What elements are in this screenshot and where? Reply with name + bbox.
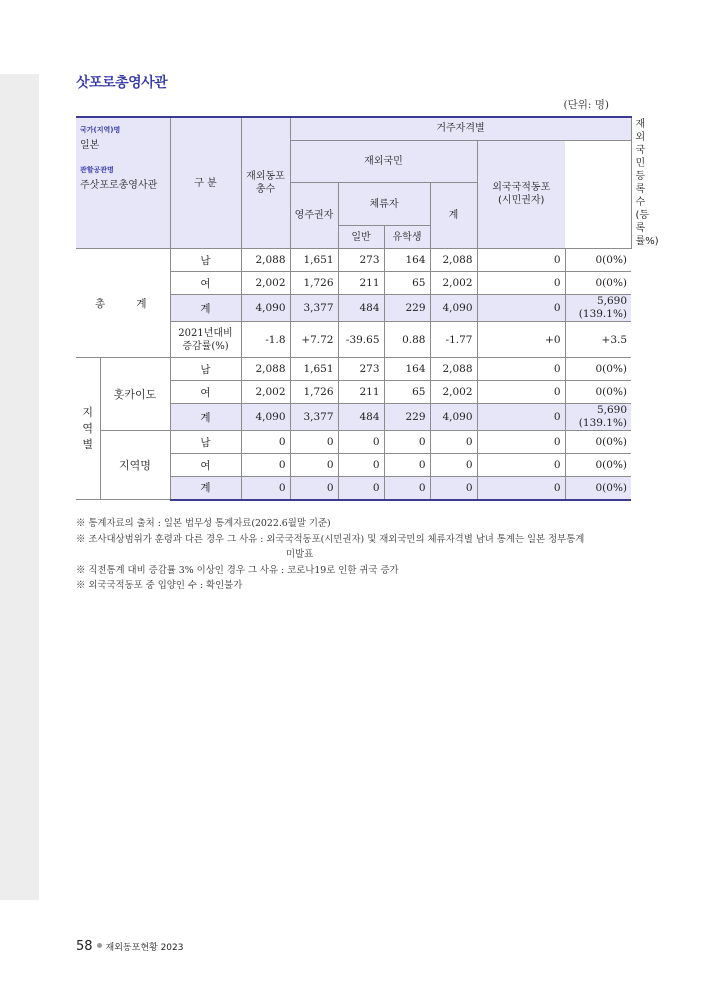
table-cell: 3,377 [290, 295, 338, 322]
table-row [76, 358, 631, 381]
table-cell: 0(0%) [565, 272, 631, 295]
row-label: 계 [170, 295, 241, 322]
table-cell: 4,090 [241, 295, 290, 322]
table-cell: 0 [290, 477, 338, 500]
table-cell: 164 [384, 358, 430, 381]
table-cell: 0 [290, 454, 338, 477]
category-header: 구 분 [170, 117, 241, 249]
table-cell: 229 [384, 295, 430, 322]
table-cell: 0 [290, 431, 338, 454]
row-label: 남 [170, 431, 241, 454]
table-cell: 1,726 [290, 272, 338, 295]
table-cell: 3,377 [290, 404, 338, 431]
table-cell: 273 [338, 358, 384, 381]
region-name: 지역명 [100, 431, 170, 500]
table-cell: 0(0%) [565, 381, 631, 404]
table-cell: 1,726 [290, 381, 338, 404]
table-cell: 1,651 [290, 249, 338, 272]
page-number: 58 [76, 939, 93, 954]
table-cell: 2,088 [430, 358, 477, 381]
row-label: 여 [170, 454, 241, 477]
table-cell: 2,088 [241, 358, 290, 381]
table-cell: 5,690 (139.1%) [565, 295, 631, 322]
table-cell: 0(0%) [565, 431, 631, 454]
table-cell: 2,002 [241, 381, 290, 404]
table-cell: 164 [384, 249, 430, 272]
table-cell: 0 [477, 381, 565, 404]
table-cell: 211 [338, 272, 384, 295]
table-cell: 0 [338, 431, 384, 454]
row-label: 남 [170, 358, 241, 381]
subtotal-header: 계 [430, 183, 477, 249]
table-cell: 4,090 [430, 404, 477, 431]
country-label: 국가(지역)명 [80, 126, 121, 134]
page-title: 삿포로총영사관 [76, 75, 168, 91]
table-cell: 2,002 [241, 272, 290, 295]
table-cell: 65 [384, 381, 430, 404]
table-cell: 0(0%) [565, 477, 631, 500]
publication-title: 재외동포현황 2023 [105, 943, 184, 953]
foreign-citizen-header: 외국국적동포 (시민권자) [477, 140, 565, 249]
row-label: 계 [170, 477, 241, 500]
table-cell: 2,002 [430, 381, 477, 404]
table-cell: 5,690 (139.1%) [565, 404, 631, 431]
table-cell: 4,090 [430, 295, 477, 322]
note-scope: ※ 조사대상범위가 훈령과 다른 경우 그 사유 : 외국국적동포(시민권자) 및 재외국민의 체류자격별 남녀 통계는 일본 정부통계 [76, 533, 585, 545]
table-cell: 0 [477, 431, 565, 454]
note-change: ※ 직전통계 대비 증감률 3% 이상인 경우 그 사유 : 코로나19로 인한 귀국 증가 [76, 564, 399, 576]
row-label: 계 [170, 404, 241, 431]
table-row [76, 431, 631, 454]
table-cell: 2,088 [241, 249, 290, 272]
table-cell: 0 [384, 477, 430, 500]
table-cell: 0(0%) [565, 249, 631, 272]
table-cell: -1.8 [241, 322, 290, 358]
table-cell: 273 [338, 249, 384, 272]
general-header: 일반 [338, 226, 384, 249]
student-header: 유학생 [384, 226, 430, 249]
table-cell: 0.88 [384, 322, 430, 358]
table-cell: 2,002 [430, 272, 477, 295]
row-label: 남 [170, 249, 241, 272]
table-cell: 0 [477, 454, 565, 477]
note-source: ※ 통계자료의 출처 : 일본 법무성 통계자료(2022.6월말 기준) [76, 518, 331, 529]
table-cell: 0 [477, 477, 565, 500]
row-label: 2021년대비 증감률(%) [170, 322, 241, 358]
table-cell: 4,090 [241, 404, 290, 431]
table-cell: 0(0%) [565, 454, 631, 477]
table-cell: 1,651 [290, 358, 338, 381]
sojourner-header: 체류자 [338, 183, 430, 226]
table-cell: 0 [430, 431, 477, 454]
table-cell: 0 [241, 431, 290, 454]
overseas-nationals-header: 재외국민 [290, 140, 477, 183]
table-cell: 229 [384, 404, 430, 431]
table-cell: +3.5 [565, 322, 631, 358]
page-footer [76, 939, 183, 954]
table-cell: 0(0%) [565, 358, 631, 381]
header-corner [76, 117, 170, 249]
table-cell: +7.72 [290, 322, 338, 358]
table-cell: 0 [477, 404, 565, 431]
permanent-header: 영주권자 [290, 183, 338, 249]
table-cell: 211 [338, 381, 384, 404]
table-row [76, 249, 631, 272]
table-cell: 0 [477, 295, 565, 322]
residence-status-header: 거주자격별 [290, 117, 631, 140]
table-cell: -39.65 [338, 322, 384, 358]
unit-label: (단위: 명) [563, 99, 609, 111]
table-cell: -1.77 [430, 322, 477, 358]
table-cell: 0 [477, 272, 565, 295]
table-cell: 0 [241, 477, 290, 500]
table-cell: +0 [477, 322, 565, 358]
table-cell: 484 [338, 404, 384, 431]
table-cell: 0 [384, 454, 430, 477]
notes [76, 516, 616, 594]
region-name: 홋카이도 [100, 358, 170, 431]
regional-label: 지 역 별 [76, 358, 100, 500]
table-cell: 0 [338, 454, 384, 477]
note-adoptee: ※ 외국국적동포 중 입양인 수 : 확인불가 [76, 580, 243, 591]
mission-label: 관할공관명 [80, 166, 114, 174]
total-label: 총 계 [76, 249, 170, 358]
country-value: 일본 [80, 140, 100, 151]
bullet-icon [97, 943, 102, 948]
table-cell: 484 [338, 295, 384, 322]
side-margin-bar [0, 74, 39, 900]
table-cell: 0 [430, 477, 477, 500]
table-cell: 0 [241, 454, 290, 477]
total-overseas-header: 재외동포 총수 [241, 117, 290, 249]
table-cell: 0 [338, 477, 384, 500]
table-cell: 0 [477, 249, 565, 272]
mission-value: 주삿포로총영사관 [80, 180, 158, 191]
table-cell: 0 [384, 431, 430, 454]
note-scope-cont: 미발표 [286, 549, 314, 560]
row-label: 여 [170, 381, 241, 404]
row-label: 여 [170, 272, 241, 295]
statistics-table: 국가(지역)명 일본 관할공관명 주삿포로총영사관 구 분 재외동포 총수 거주자격별 재외국민 등록수 (등록률%) 재외국민 외국국적동포 (시민권자) 영주권자 체류자 계 일반 유학생 총 계 남 2,088 1,651 273 164 2,088 0 0(0%) 여 2,002 1,726 211 65 2,002 0 0(0%) 계 4,090 3,377 484 229 4,090 0 5,690 (139.1%) 2021년대비 증감률(%) -1.8 +7.72 -39.65 0.88 -1.77 +0 +3.5 지 역 별 홋카이도 남 2,088 1,651 273 164 2,088 0 0(0%) 여 2,002 1,726 211 65 2,002 0 0(0%) 계 4,090 3,377 484 229 4,090 0 5,690 (139.1%) 지역명 남 0 0 0 0 0 0 0(0%) 여 0 0 0 0 0 0 0(0%) 계 0 0 0 0 0 0 0(0%) [76, 116, 631, 501]
table-cell: 2,088 [430, 249, 477, 272]
table-cell: 65 [384, 272, 430, 295]
table-cell: 0 [430, 454, 477, 477]
table-cell: 0 [477, 358, 565, 381]
